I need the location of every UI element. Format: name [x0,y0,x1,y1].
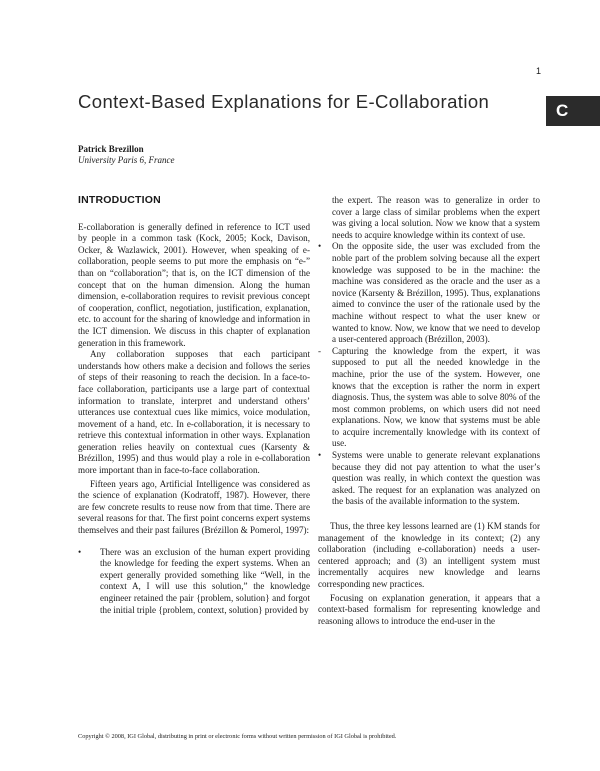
paragraph: E-collaboration is generally defined in reference to ICT used by people in a common task (Kock, 2005; Kock, Davison, Ocker, & Wazlawick, 2001). However, when speaking of e-collaboration, people seems to put more the emphasis on “e-” than on “collaboration”; that is, on the ICT dimension of the concept that on the human dimension. Along the human dimension, e-collaboration requires to revisit previous concept of cooperation, conflict, negotiation, justification, explanation, etc. to account for the sharing of knowledge and information in the ICT dimension. We discuss in this chapter of explanation generation in this framework. [78,221,310,348]
section-letter-tab: C [546,96,600,126]
bullet-icon: • [78,546,82,557]
dash-icon: - [318,345,322,356]
right-column [318,195,540,627]
bullet-icon: • [318,241,322,252]
copyright-footer: Copyright © 2008, IGI Global, distributing in print or electronic forms without written permission of IGI Global is prohibited. [78,733,397,740]
list-item-text: There was an exclusion of the human expert providing the knowledge for feeding the expert systems. When an expert generally provided something like “Well, in the context A, I will use this solution,” the knowledge engineer retained the pair {problem, solution} and forgot the initial triple {problem, context, solution} provided by [100,546,310,615]
list-item [318,450,540,508]
section-heading: INTRODUCTION [78,194,161,206]
paragraph: Fifteen years ago, Artificial Intelligence was considered as the science of explanation (Kodratoff, 1987). However, there are few concrete results to reuse now from that time. There are several reasons for that. The first point concerns expert systems themselves and their past failures (Brézillon & Pomerol, 1997): [78,478,310,536]
list-item-text: Systems were unable to generate relevant explanations because they did not pay attention to what the user’s question was really, in which context the question was asked. The request for an explanation was analyzed on the basis of the available information to the system. [332,450,540,507]
list-item [78,547,310,617]
author-name: Patrick Brezillon [78,144,144,154]
paragraph: Focusing on explanation generation, it appears that a context-based formalism for representing knowledge and reasoning allows to introduce the end-user in the [318,592,540,626]
article-title: Context-Based Explanations for E-Collaboration [78,91,490,112]
paragraph-continued: the expert. The reason was to generalize in order to cover a large class of similar problems when the expert was giving a local solution. Now we know that a system needs to acquire knowledge within its context of use. [332,195,540,240]
list-item-text: On the opposite side, the user was excluded from the noble part of the problem solving because all the expert knowledge was supposed to be in the machine: the machine was considered as the oracle and the user as a novice (Karsenty & Brézillon, 1995). Thus, explanations aimed to convince the user of the rationale used by the machine without respect to what the user knew or wanted to know. Now, we know that we need to develop a user-centered approach (Brézillon, 2003). [332,241,540,345]
author-affiliation: University Paris 6, France [78,155,175,165]
page-number: 1 [536,66,542,76]
list-item [318,241,540,345]
list-item [318,346,540,450]
paragraph: Thus, the three key lessons learned are (1) KM stands for management of the knowledge in its context; (2) any collaboration (including e-collaboration) needs a user-centered approach; and (3) an intelligent system must incrementally acquires new knowledge and learns corresponding new practices. [318,521,540,589]
bullet-list [318,241,540,508]
list-item-text: Capturing the knowledge from the expert, it was supposed to put all the needed knowledge in the machine, prior the use of the system. However, one knows that the exception is rather the norm in expert diagnosis. Thus, the system was able to solve 80% of the most common problems, on which users did not need explanations. Now, we know that systems must be able to acquire incrementally knowledge with its context of use. [332,345,540,449]
paragraph: Any collaboration supposes that each participant understands how others make a decision and follows the series of steps of their reasoning to reach the decision. In a face-to-face collaboration, participants use a large part of contextual information to translate, interpret and understand others’ utterances use contextual cues like mimics, voice modulation, movement of a hand, etc. In e-collaboration, it is necessary to retrieve this contextual information in other ways. Explanation generation relies heavily on contextual cues (Karsenty & Brézillon, 1995) and thus would play a role in e-collaboration more important than in face-to-face collaboration. [78,349,310,476]
left-column [78,195,310,616]
bullet-list [78,547,310,617]
bullet-icon: • [318,450,322,461]
